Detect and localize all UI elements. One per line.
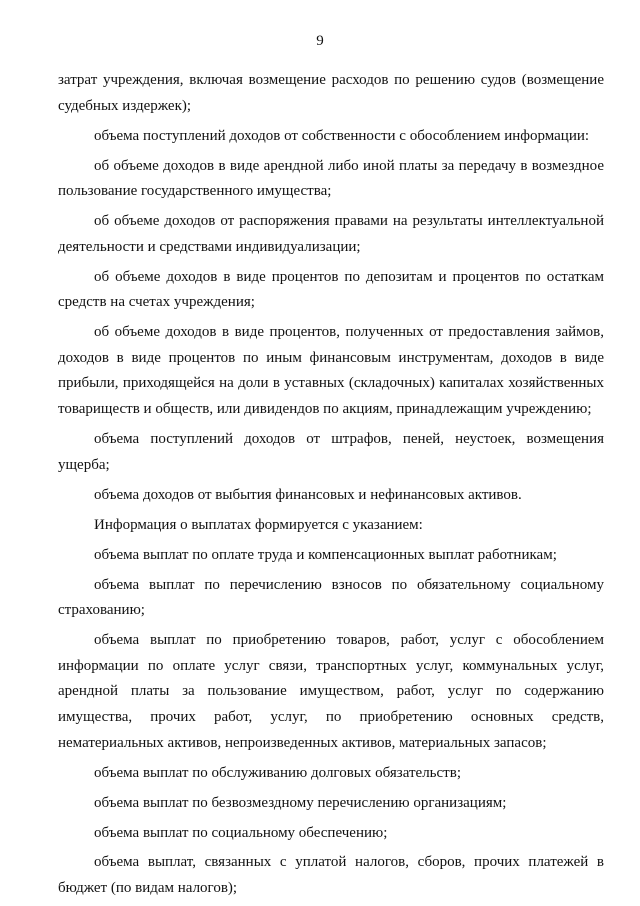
paragraph: объема выплат по приобретению товаров, работ, услуг с обособлением информации по оплате услуг связи, транспортных услуг, коммунальных услуг, арендной платы за пользование имуществом, работ, услуг по содержанию имущества, прочих работ, услуг, по приобретению основных средств, нематериальных активов, непроизведенных активов, материальных запасов; xyxy=(58,632,604,751)
document-body xyxy=(58,68,604,906)
paragraph: объема выплат по безвозмездному перечислению организациям; xyxy=(94,794,507,811)
page-number: 9 xyxy=(316,33,324,49)
paragraph: об объеме доходов от распоряжения правами на результаты интеллектуальной деятельности и средствами индивидуализации; xyxy=(58,213,604,255)
paragraph: объема выплат по перечислению взносов по обязательному социальному страхованию; xyxy=(58,576,604,619)
paragraph: объема поступлений доходов от собственности с обособлением информации: xyxy=(94,127,590,144)
paragraph: объема выплат по оплате труда и компенсационных выплат работникам; xyxy=(94,546,557,563)
paragraph: затрат учреждения, включая возмещение расходов по решению судов (возмещение судебных издержек); xyxy=(58,72,604,114)
paragraph: объема доходов от выбытия финансовых и нефинансовых активов. xyxy=(94,486,522,503)
paragraph: объема поступлений доходов от штрафов, пеней, неустоек, возмещения ущерба; xyxy=(58,431,604,473)
paragraph: Информация о выплатах формируется с указанием: xyxy=(94,516,423,533)
paragraph: об объеме доходов в виде арендной либо иной платы за передачу в возмездное пользование государственного имущества; xyxy=(58,157,604,200)
paragraph: объема выплат, связанных с уплатой налогов, сборов, прочих платежей в бюджет (по видам налогов); xyxy=(58,854,604,897)
paragraph: об объеме доходов в виде процентов, полученных от предоставления займов, доходов в виде процентов по иным финансовым инструментам, доходов в виде прибыли, приходящейся на доли в уставных (складочных) капиталах хозяйственных товариществ и обществ, или дивидендов по акциям, принадлежащим учреждению; xyxy=(58,324,604,418)
paragraph: об объеме доходов в виде процентов по депозитам и процентов по остаткам средств на счетах учреждения; xyxy=(58,268,604,311)
paragraph: объема выплат по социальному обеспечению; xyxy=(94,824,388,841)
paragraph: объема выплат по обслуживанию долговых обязательств; xyxy=(94,764,461,781)
